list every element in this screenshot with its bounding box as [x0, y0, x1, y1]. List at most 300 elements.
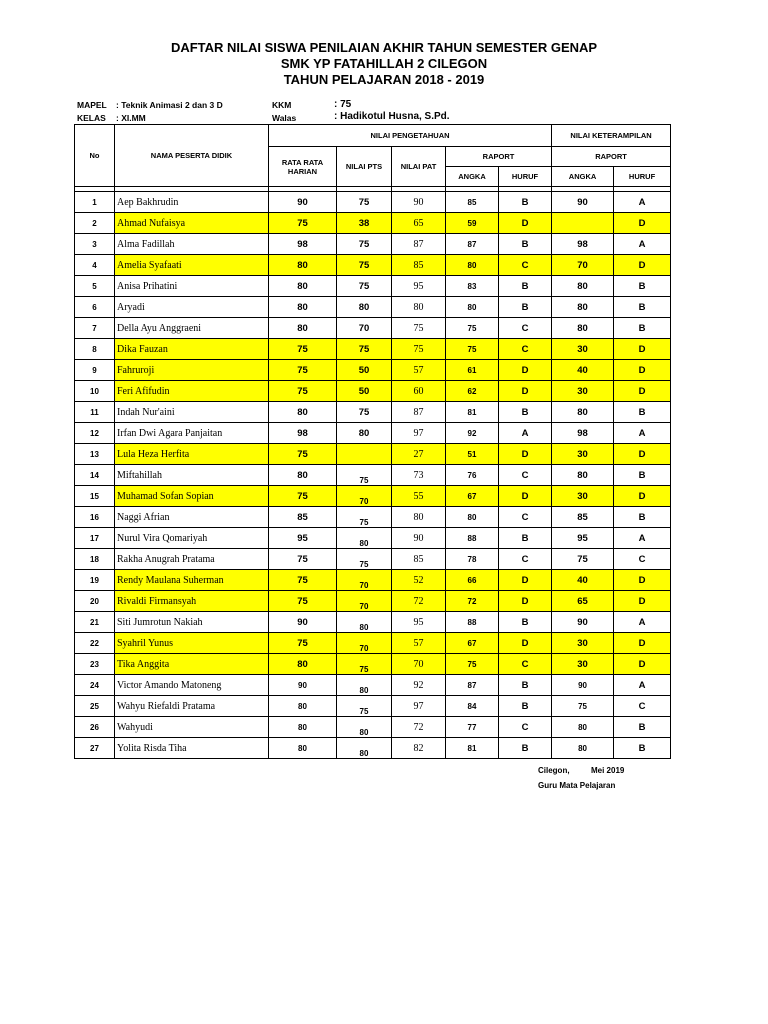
- cell-raport-huruf: B: [499, 675, 552, 696]
- cell-raport-angka: 76: [446, 465, 499, 486]
- cell-rata-harian: 80: [269, 696, 337, 717]
- grades-table: [74, 124, 671, 759]
- cell-nilai-pts: 50: [337, 381, 392, 402]
- cell-raport-huruf: D: [499, 213, 552, 234]
- cell-name: Aryadi: [115, 297, 269, 318]
- cell-raport-angka: 80: [446, 507, 499, 528]
- cell-raport-angka: 75: [446, 654, 499, 675]
- cell-name: Della Ayu Anggraeni: [115, 318, 269, 339]
- kkm-value: : 75: [334, 99, 352, 110]
- table-row: [75, 717, 671, 738]
- cell-nilai-pat: 60: [392, 381, 446, 402]
- cell-raport-angka: 81: [446, 738, 499, 759]
- cell-raport-angka: 51: [446, 444, 499, 465]
- cell-raport-angka: 87: [446, 675, 499, 696]
- cell-name: Wahyudi: [115, 717, 269, 738]
- table-row: [75, 360, 671, 381]
- cell-nilai-pat: 80: [392, 507, 446, 528]
- cell-rata-harian: 75: [269, 339, 337, 360]
- cell-raport-huruf: C: [499, 255, 552, 276]
- cell-keterampilan-angka: 98: [552, 234, 614, 255]
- footer-signer: Guru Mata Pelajaran: [538, 781, 616, 790]
- cell-keterampilan-huruf: D: [614, 444, 671, 465]
- cell-nilai-pts: 80: [337, 675, 392, 696]
- cell-no: 7: [75, 318, 115, 339]
- table-row: [75, 675, 671, 696]
- cell-keterampilan-huruf: B: [614, 465, 671, 486]
- cell-rata-harian: 80: [269, 255, 337, 276]
- table-row: [75, 297, 671, 318]
- cell-name: Anisa Prihatini: [115, 276, 269, 297]
- cell-raport-huruf: B: [499, 192, 552, 213]
- cell-name: Muhamad Sofan Sopian: [115, 486, 269, 507]
- cell-keterampilan-huruf: A: [614, 612, 671, 633]
- cell-nilai-pat: 70: [392, 654, 446, 675]
- cell-raport-huruf: D: [499, 360, 552, 381]
- walas-value: : Hadikotul Husna, S.Pd.: [334, 111, 450, 122]
- cell-raport-angka: 81: [446, 402, 499, 423]
- cell-raport-angka: 88: [446, 528, 499, 549]
- table-row: [75, 192, 671, 213]
- cell-nilai-pts: 80: [337, 297, 392, 318]
- table-row: [75, 339, 671, 360]
- footer-date: Mei 2019: [591, 766, 625, 775]
- cell-nilai-pts: 80: [337, 423, 392, 444]
- cell-keterampilan-huruf: A: [614, 234, 671, 255]
- cell-keterampilan-angka: 30: [552, 339, 614, 360]
- academic-year: TAHUN PELAJARAN 2018 - 2019: [283, 72, 485, 87]
- mapel-value: : Teknik Animasi 2 dan 3 D: [116, 100, 223, 110]
- cell-raport-angka: 66: [446, 570, 499, 591]
- cell-nilai-pat: 65: [392, 213, 446, 234]
- cell-raport-huruf: B: [499, 738, 552, 759]
- cell-nilai-pat: 92: [392, 675, 446, 696]
- cell-rata-harian: 80: [269, 717, 337, 738]
- cell-name: Alma Fadillah: [115, 234, 269, 255]
- cell-name: Feri Afifudin: [115, 381, 269, 402]
- cell-rata-harian: 75: [269, 549, 337, 570]
- header-pat: NILAI PAT: [392, 147, 446, 187]
- cell-keterampilan-angka: 40: [552, 570, 614, 591]
- cell-keterampilan-angka: 98: [552, 423, 614, 444]
- cell-raport-huruf: D: [499, 591, 552, 612]
- cell-keterampilan-huruf: B: [614, 507, 671, 528]
- cell-nilai-pat: 57: [392, 360, 446, 381]
- cell-raport-angka: 62: [446, 381, 499, 402]
- header-nama: NAMA PESERTA DIDIK: [115, 125, 269, 187]
- cell-name: Victor Amando Matoneng: [115, 675, 269, 696]
- cell-keterampilan-angka: 30: [552, 381, 614, 402]
- cell-rata-harian: 75: [269, 570, 337, 591]
- cell-raport-huruf: D: [499, 486, 552, 507]
- cell-rata-harian: 98: [269, 423, 337, 444]
- cell-no: 9: [75, 360, 115, 381]
- cell-no: 15: [75, 486, 115, 507]
- cell-keterampilan-angka: 85: [552, 507, 614, 528]
- cell-raport-huruf: D: [499, 381, 552, 402]
- header-raport-keterampilan: RAPORT: [552, 147, 671, 167]
- cell-nilai-pts: 75: [337, 255, 392, 276]
- cell-rata-harian: 80: [269, 654, 337, 675]
- table-row: [75, 633, 671, 654]
- cell-no: 6: [75, 297, 115, 318]
- cell-keterampilan-angka: 80: [552, 717, 614, 738]
- cell-raport-angka: 72: [446, 591, 499, 612]
- table-row: [75, 213, 671, 234]
- table-row: [75, 738, 671, 759]
- cell-nilai-pts: 75: [337, 696, 392, 717]
- cell-rata-harian: 80: [269, 297, 337, 318]
- cell-no: 5: [75, 276, 115, 297]
- cell-nilai-pts: 80: [337, 738, 392, 759]
- cell-keterampilan-huruf: D: [614, 633, 671, 654]
- kelas-value: : XI.MM: [116, 113, 146, 123]
- cell-raport-angka: 83: [446, 276, 499, 297]
- cell-raport-angka: 84: [446, 696, 499, 717]
- header-rata-line2: HARIAN: [287, 166, 318, 176]
- table-row: [75, 696, 671, 717]
- cell-nilai-pat: 72: [392, 717, 446, 738]
- header-rata-line1: RATA RATA: [281, 157, 324, 167]
- cell-nilai-pat: 72: [392, 591, 446, 612]
- cell-rata-harian: 75: [269, 591, 337, 612]
- cell-name: Miftahillah: [115, 465, 269, 486]
- kelas-label: KELAS: [77, 113, 106, 123]
- header-no: No: [75, 125, 115, 187]
- table-row: [75, 276, 671, 297]
- cell-nilai-pts: 50: [337, 360, 392, 381]
- cell-nilai-pts: 75: [337, 192, 392, 213]
- cell-raport-huruf: C: [499, 465, 552, 486]
- table-row: [75, 507, 671, 528]
- cell-keterampilan-angka: 70: [552, 255, 614, 276]
- cell-rata-harian: 75: [269, 486, 337, 507]
- cell-raport-huruf: D: [499, 444, 552, 465]
- cell-name: Fahruroji: [115, 360, 269, 381]
- cell-keterampilan-angka: 80: [552, 402, 614, 423]
- cell-no: 20: [75, 591, 115, 612]
- header-pts: NILAI PTS: [337, 147, 392, 187]
- cell-nilai-pts: 75: [337, 465, 392, 486]
- cell-name: Rendy Maulana Suherman: [115, 570, 269, 591]
- cell-keterampilan-huruf: D: [614, 591, 671, 612]
- cell-no: 18: [75, 549, 115, 570]
- cell-rata-harian: 75: [269, 381, 337, 402]
- cell-keterampilan-huruf: B: [614, 738, 671, 759]
- cell-name: Rivaldi Firmansyah: [115, 591, 269, 612]
- cell-nilai-pts: 75: [337, 507, 392, 528]
- cell-rata-harian: 80: [269, 276, 337, 297]
- cell-keterampilan-huruf: D: [614, 339, 671, 360]
- cell-raport-angka: 87: [446, 234, 499, 255]
- cell-nilai-pat: 75: [392, 318, 446, 339]
- cell-keterampilan-huruf: B: [614, 402, 671, 423]
- cell-keterampilan-huruf: A: [614, 528, 671, 549]
- cell-name: Indah Nur'aini: [115, 402, 269, 423]
- cell-keterampilan-angka: 30: [552, 654, 614, 675]
- cell-raport-angka: 67: [446, 633, 499, 654]
- cell-name: Tika Anggita: [115, 654, 269, 675]
- cell-nilai-pat: 55: [392, 486, 446, 507]
- cell-nilai-pts: 70: [337, 633, 392, 654]
- table-row: [75, 549, 671, 570]
- table-row: [75, 234, 671, 255]
- header-huruf-keterampilan: HURUF: [614, 167, 671, 187]
- cell-raport-huruf: B: [499, 276, 552, 297]
- cell-keterampilan-huruf: D: [614, 570, 671, 591]
- cell-rata-harian: 85: [269, 507, 337, 528]
- table-row: [75, 612, 671, 633]
- cell-no: 27: [75, 738, 115, 759]
- cell-raport-angka: 85: [446, 192, 499, 213]
- cell-nilai-pts: 75: [337, 549, 392, 570]
- cell-nilai-pts: [337, 444, 392, 465]
- cell-rata-harian: 90: [269, 192, 337, 213]
- cell-keterampilan-angka: 40: [552, 360, 614, 381]
- cell-keterampilan-huruf: A: [614, 192, 671, 213]
- cell-nilai-pat: 90: [392, 192, 446, 213]
- table-row: [75, 486, 671, 507]
- cell-raport-huruf: B: [499, 234, 552, 255]
- cell-rata-harian: 80: [269, 318, 337, 339]
- cell-name: Siti Jumrotun Nakiah: [115, 612, 269, 633]
- cell-raport-angka: 61: [446, 360, 499, 381]
- cell-nilai-pts: 70: [337, 591, 392, 612]
- cell-no: 24: [75, 675, 115, 696]
- header-keterampilan: NILAI KETERAMPILAN: [552, 125, 671, 147]
- cell-nilai-pat: 97: [392, 423, 446, 444]
- cell-rata-harian: 90: [269, 612, 337, 633]
- table-row: [75, 381, 671, 402]
- cell-nilai-pat: 95: [392, 612, 446, 633]
- cell-nilai-pat: 87: [392, 234, 446, 255]
- cell-keterampilan-huruf: C: [614, 549, 671, 570]
- cell-nilai-pts: 70: [337, 318, 392, 339]
- cell-raport-angka: 88: [446, 612, 499, 633]
- cell-rata-harian: 75: [269, 213, 337, 234]
- cell-keterampilan-angka: 90: [552, 675, 614, 696]
- cell-raport-huruf: C: [499, 507, 552, 528]
- cell-keterampilan-huruf: A: [614, 423, 671, 444]
- table-row: [75, 570, 671, 591]
- cell-name: Dika Fauzan: [115, 339, 269, 360]
- cell-nilai-pts: 75: [337, 339, 392, 360]
- cell-keterampilan-angka: 80: [552, 318, 614, 339]
- cell-nilai-pat: 80: [392, 297, 446, 318]
- cell-nilai-pat: 85: [392, 549, 446, 570]
- cell-rata-harian: 75: [269, 360, 337, 381]
- table-row: [75, 591, 671, 612]
- cell-nilai-pts: 75: [337, 654, 392, 675]
- cell-nilai-pat: 85: [392, 255, 446, 276]
- cell-no: 4: [75, 255, 115, 276]
- document-title: DAFTAR NILAI SISWA PENILAIAN AKHIR TAHUN SEMESTER GENAP: [170, 40, 598, 55]
- header-pengetahuan: NILAI PENGETAHUAN: [269, 125, 552, 147]
- cell-name: Wahyu Riefaldi Pratama: [115, 696, 269, 717]
- cell-name: Aep Bakhrudin: [115, 192, 269, 213]
- cell-nilai-pat: 73: [392, 465, 446, 486]
- cell-name: Syahril Yunus: [115, 633, 269, 654]
- cell-keterampilan-angka: 30: [552, 486, 614, 507]
- cell-raport-huruf: B: [499, 696, 552, 717]
- cell-keterampilan-huruf: D: [614, 255, 671, 276]
- cell-keterampilan-huruf: B: [614, 276, 671, 297]
- header-angka-pengetahuan: ANGKA: [446, 167, 499, 187]
- cell-no: 2: [75, 213, 115, 234]
- cell-raport-angka: 67: [446, 486, 499, 507]
- cell-nilai-pts: 75: [337, 276, 392, 297]
- cell-keterampilan-angka: 30: [552, 444, 614, 465]
- footer-place: Cilegon,: [538, 766, 570, 775]
- cell-nilai-pts: 70: [337, 486, 392, 507]
- table-row: [75, 528, 671, 549]
- cell-no: 22: [75, 633, 115, 654]
- cell-raport-angka: 77: [446, 717, 499, 738]
- cell-raport-huruf: C: [499, 549, 552, 570]
- cell-no: 3: [75, 234, 115, 255]
- cell-keterampilan-angka: 90: [552, 192, 614, 213]
- cell-raport-huruf: C: [499, 339, 552, 360]
- header-raport-pengetahuan: RAPORT: [446, 147, 552, 167]
- cell-no: 23: [75, 654, 115, 675]
- table-row: [75, 465, 671, 486]
- header-huruf-pengetahuan: HURUF: [499, 167, 552, 187]
- cell-keterampilan-huruf: D: [614, 486, 671, 507]
- cell-nilai-pts: 80: [337, 612, 392, 633]
- cell-keterampilan-huruf: D: [614, 213, 671, 234]
- cell-nilai-pat: 57: [392, 633, 446, 654]
- cell-raport-huruf: C: [499, 318, 552, 339]
- cell-rata-harian: 95: [269, 528, 337, 549]
- cell-no: 11: [75, 402, 115, 423]
- cell-rata-harian: 80: [269, 465, 337, 486]
- walas-label: Walas: [272, 113, 297, 123]
- cell-raport-huruf: B: [499, 528, 552, 549]
- cell-name: Amelia Syafaati: [115, 255, 269, 276]
- cell-nilai-pat: 95: [392, 276, 446, 297]
- cell-no: 13: [75, 444, 115, 465]
- cell-keterampilan-huruf: D: [614, 381, 671, 402]
- cell-keterampilan-angka: 75: [552, 549, 614, 570]
- cell-no: 26: [75, 717, 115, 738]
- cell-name: Irfan Dwi Agara Panjaitan: [115, 423, 269, 444]
- cell-rata-harian: 75: [269, 633, 337, 654]
- cell-rata-harian: 90: [269, 675, 337, 696]
- cell-raport-huruf: A: [499, 423, 552, 444]
- cell-nilai-pat: 97: [392, 696, 446, 717]
- cell-keterampilan-huruf: B: [614, 717, 671, 738]
- cell-nilai-pat: 87: [392, 402, 446, 423]
- cell-no: 8: [75, 339, 115, 360]
- cell-raport-angka: 75: [446, 318, 499, 339]
- cell-no: 19: [75, 570, 115, 591]
- cell-nilai-pts: 70: [337, 570, 392, 591]
- cell-keterampilan-angka: 30: [552, 633, 614, 654]
- cell-nilai-pat: 90: [392, 528, 446, 549]
- header-angka-keterampilan: ANGKA: [552, 167, 614, 187]
- cell-nilai-pts: 80: [337, 717, 392, 738]
- cell-name: Naggi Afrian: [115, 507, 269, 528]
- cell-keterampilan-angka: 80: [552, 297, 614, 318]
- cell-no: 1: [75, 192, 115, 213]
- header-rata-rata-harian: [269, 147, 337, 187]
- cell-raport-huruf: C: [499, 717, 552, 738]
- cell-raport-angka: 92: [446, 423, 499, 444]
- cell-no: 17: [75, 528, 115, 549]
- cell-keterampilan-angka: 95: [552, 528, 614, 549]
- cell-keterampilan-huruf: A: [614, 675, 671, 696]
- cell-keterampilan-angka: [552, 213, 614, 234]
- cell-keterampilan-huruf: B: [614, 297, 671, 318]
- cell-rata-harian: 98: [269, 234, 337, 255]
- cell-no: 16: [75, 507, 115, 528]
- school-name: SMK YP FATAHILLAH 2 CILEGON: [280, 56, 488, 71]
- cell-name: Rakha Anugrah Pratama: [115, 549, 269, 570]
- cell-nilai-pts: 38: [337, 213, 392, 234]
- cell-no: 14: [75, 465, 115, 486]
- cell-nilai-pts: 80: [337, 528, 392, 549]
- cell-no: 25: [75, 696, 115, 717]
- cell-keterampilan-angka: 80: [552, 465, 614, 486]
- cell-raport-huruf: B: [499, 402, 552, 423]
- table-row: [75, 444, 671, 465]
- cell-nilai-pat: 52: [392, 570, 446, 591]
- cell-keterampilan-angka: 65: [552, 591, 614, 612]
- cell-name: Yolita Risda Tiha: [115, 738, 269, 759]
- cell-keterampilan-huruf: D: [614, 654, 671, 675]
- cell-raport-huruf: D: [499, 633, 552, 654]
- cell-raport-huruf: D: [499, 570, 552, 591]
- cell-raport-angka: 59: [446, 213, 499, 234]
- cell-no: 12: [75, 423, 115, 444]
- table-row: [75, 423, 671, 444]
- cell-raport-angka: 80: [446, 255, 499, 276]
- cell-nilai-pat: 27: [392, 444, 446, 465]
- cell-rata-harian: 80: [269, 402, 337, 423]
- cell-raport-huruf: C: [499, 654, 552, 675]
- cell-nilai-pts: 75: [337, 402, 392, 423]
- cell-keterampilan-huruf: B: [614, 318, 671, 339]
- cell-raport-angka: 80: [446, 297, 499, 318]
- cell-nilai-pat: 82: [392, 738, 446, 759]
- cell-nilai-pts: 75: [337, 234, 392, 255]
- cell-name: Nurul Vira Qomariyah: [115, 528, 269, 549]
- table-row: [75, 255, 671, 276]
- cell-keterampilan-angka: 75: [552, 696, 614, 717]
- table-row: [75, 402, 671, 423]
- cell-raport-huruf: B: [499, 297, 552, 318]
- cell-keterampilan-huruf: C: [614, 696, 671, 717]
- cell-keterampilan-angka: 80: [552, 738, 614, 759]
- kkm-label: KKM: [272, 100, 292, 110]
- cell-name: Lula Heza Herfita: [115, 444, 269, 465]
- cell-keterampilan-angka: 80: [552, 276, 614, 297]
- cell-rata-harian: 75: [269, 444, 337, 465]
- cell-keterampilan-huruf: D: [614, 360, 671, 381]
- cell-name: Ahmad Nufaisya: [115, 213, 269, 234]
- cell-no: 10: [75, 381, 115, 402]
- cell-no: 21: [75, 612, 115, 633]
- cell-nilai-pat: 75: [392, 339, 446, 360]
- table-row: [75, 654, 671, 675]
- cell-raport-angka: 78: [446, 549, 499, 570]
- cell-raport-huruf: B: [499, 612, 552, 633]
- mapel-label: MAPEL: [77, 100, 107, 110]
- cell-keterampilan-angka: 90: [552, 612, 614, 633]
- cell-rata-harian: 80: [269, 738, 337, 759]
- cell-raport-angka: 75: [446, 339, 499, 360]
- table-row: [75, 318, 671, 339]
